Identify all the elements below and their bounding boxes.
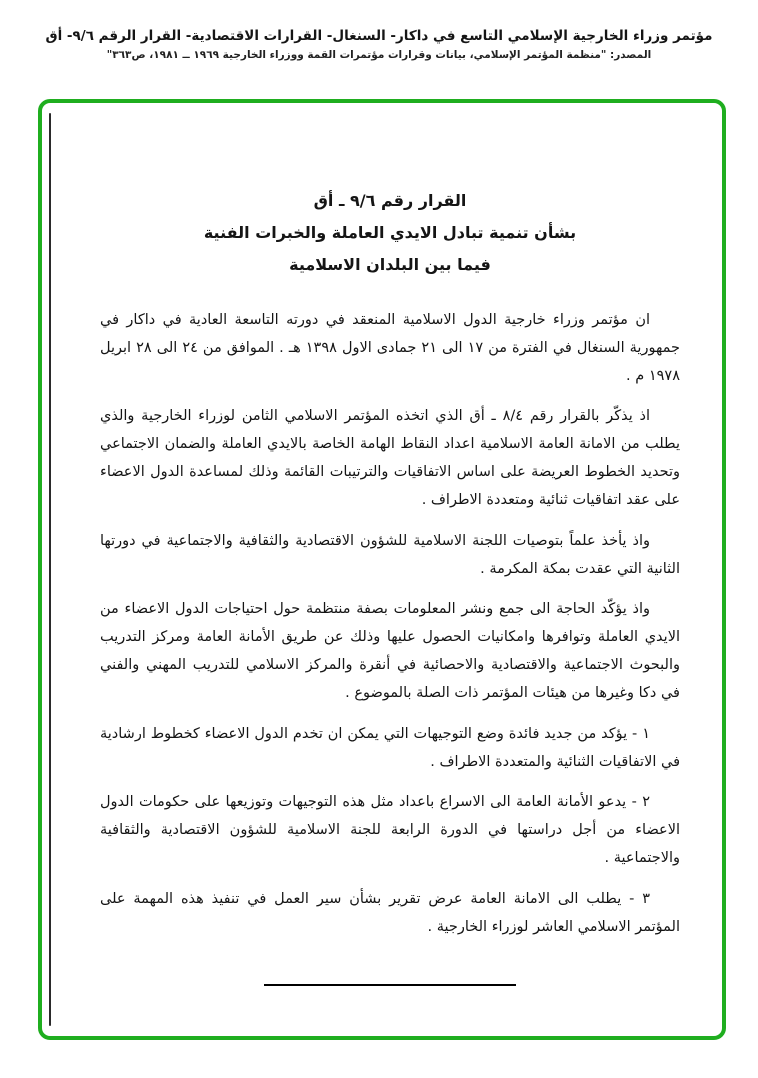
footer-divider-line	[264, 984, 516, 986]
operative-item-1: ١ - يؤكد من جديد فائدة وضع التوجيهات التي يمكن ان تخدم الدول الاعضاء كخطوط ارشادية في الاتفاقيات الثنائية والمتعددة الاطراف .	[100, 725, 680, 770]
paragraph-taking-note: واذ يأخذ علماً بتوصيات اللجنة الاسلامية للشؤون الاقتصادية والثقافية والاجتماعية في دورتها الثانية التي عقدت بمكة المكرمة .	[100, 532, 680, 577]
resolution-document	[42, 103, 722, 986]
header-title-line: مؤتمر وزراء الخارجية الإسلامي التاسع في داكار- السنغال- القرارات الاقتصادية- القرار الرقم ٩/٦- أق	[45, 28, 713, 44]
resolution-scope: فيما بين البلدان الاسلامية	[289, 255, 491, 274]
operative-item-3: ٣ - يطلب الى الامانة العامة عرض تقرير بشأن سير العمل في تنفيذ هذه المهمة على المؤتمر الاسلامي العاشر لوزراء الخارجية .	[100, 890, 680, 935]
operative-item-2: ٢ - يدعو الأمانة العامة الى الاسراع باعداد مثل هذه التوجيهات وتوزيعها على حكومات الدول الاعضاء من أجل دراستها في الدورة الرابعة للجنة الاسلامية للشؤون الاقتصادية والثقافية والاجتماعية .	[100, 794, 680, 867]
resolution-title	[100, 185, 680, 281]
paragraph-affirming-need: واذ يؤكّد الحاجة الى جمع ونشر المعلومات بصفة منتظمة حول احتياجات الدول الاعضاء من الايدي العاملة وتوافرها وامكانيات الحصول عليها وذلك عن طريق الأمانة العامة ومركز التدريب والبحوث الاجتماعية والاقتصادية والاحصائية في أنقرة والمركز الاسلامي للتدريب المهني والفني في دكا وغيرها من هيئات المؤتمر ذات الصلة بالموضوع .	[100, 601, 680, 701]
paragraph-recalling: اذ يذكّر بالقرار رقم ٨/٤ ـ أق الذي اتخذه المؤتمر الاسلامي الثامن لوزراء الخارجية والذي يطلب من الامانة العامة الاسلامية اعداد النقاط الهامة الخاصة بالايدي العاملة والضمان الاجتماعي وتحديد الخطوط العريضة على اساس الاتفاقيات والترتيبات القائمة وذلك لمساعدة الدول الاعضاء على عقد اتفاقيات ثنائية ومتعددة الاطراف .	[100, 408, 680, 508]
resolution-subject: بشأن تنمية تبادل الايدي العاملة والخبرات الفنية	[203, 223, 577, 242]
resolution-body	[100, 307, 680, 942]
scanned-page-frame	[38, 99, 726, 1040]
paragraph-preamble: ان مؤتمر وزراء خارجية الدول الاسلامية المنعقد في دورته التاسعة العادية في داكار في جمهورية السنغال في الفترة من ١٧ الى ٢١ جمادى الاول ١٣٩٨ هـ . الموافق من ٢٤ الى ٢٨ ابريل ١٩٧٨ م .	[100, 312, 680, 384]
header-source-citation: المصدر: "منظمة المؤتمر الإسلامي، بيانات وقرارات مؤتمرات القمة ووزراء الخارجية ١٩٦٩ ــ ١٩٨١، ص٣٦٣"	[106, 49, 652, 61]
resolution-number: القرار رقم ٩/٦ ـ أق	[313, 191, 467, 210]
document-header	[0, 0, 758, 61]
